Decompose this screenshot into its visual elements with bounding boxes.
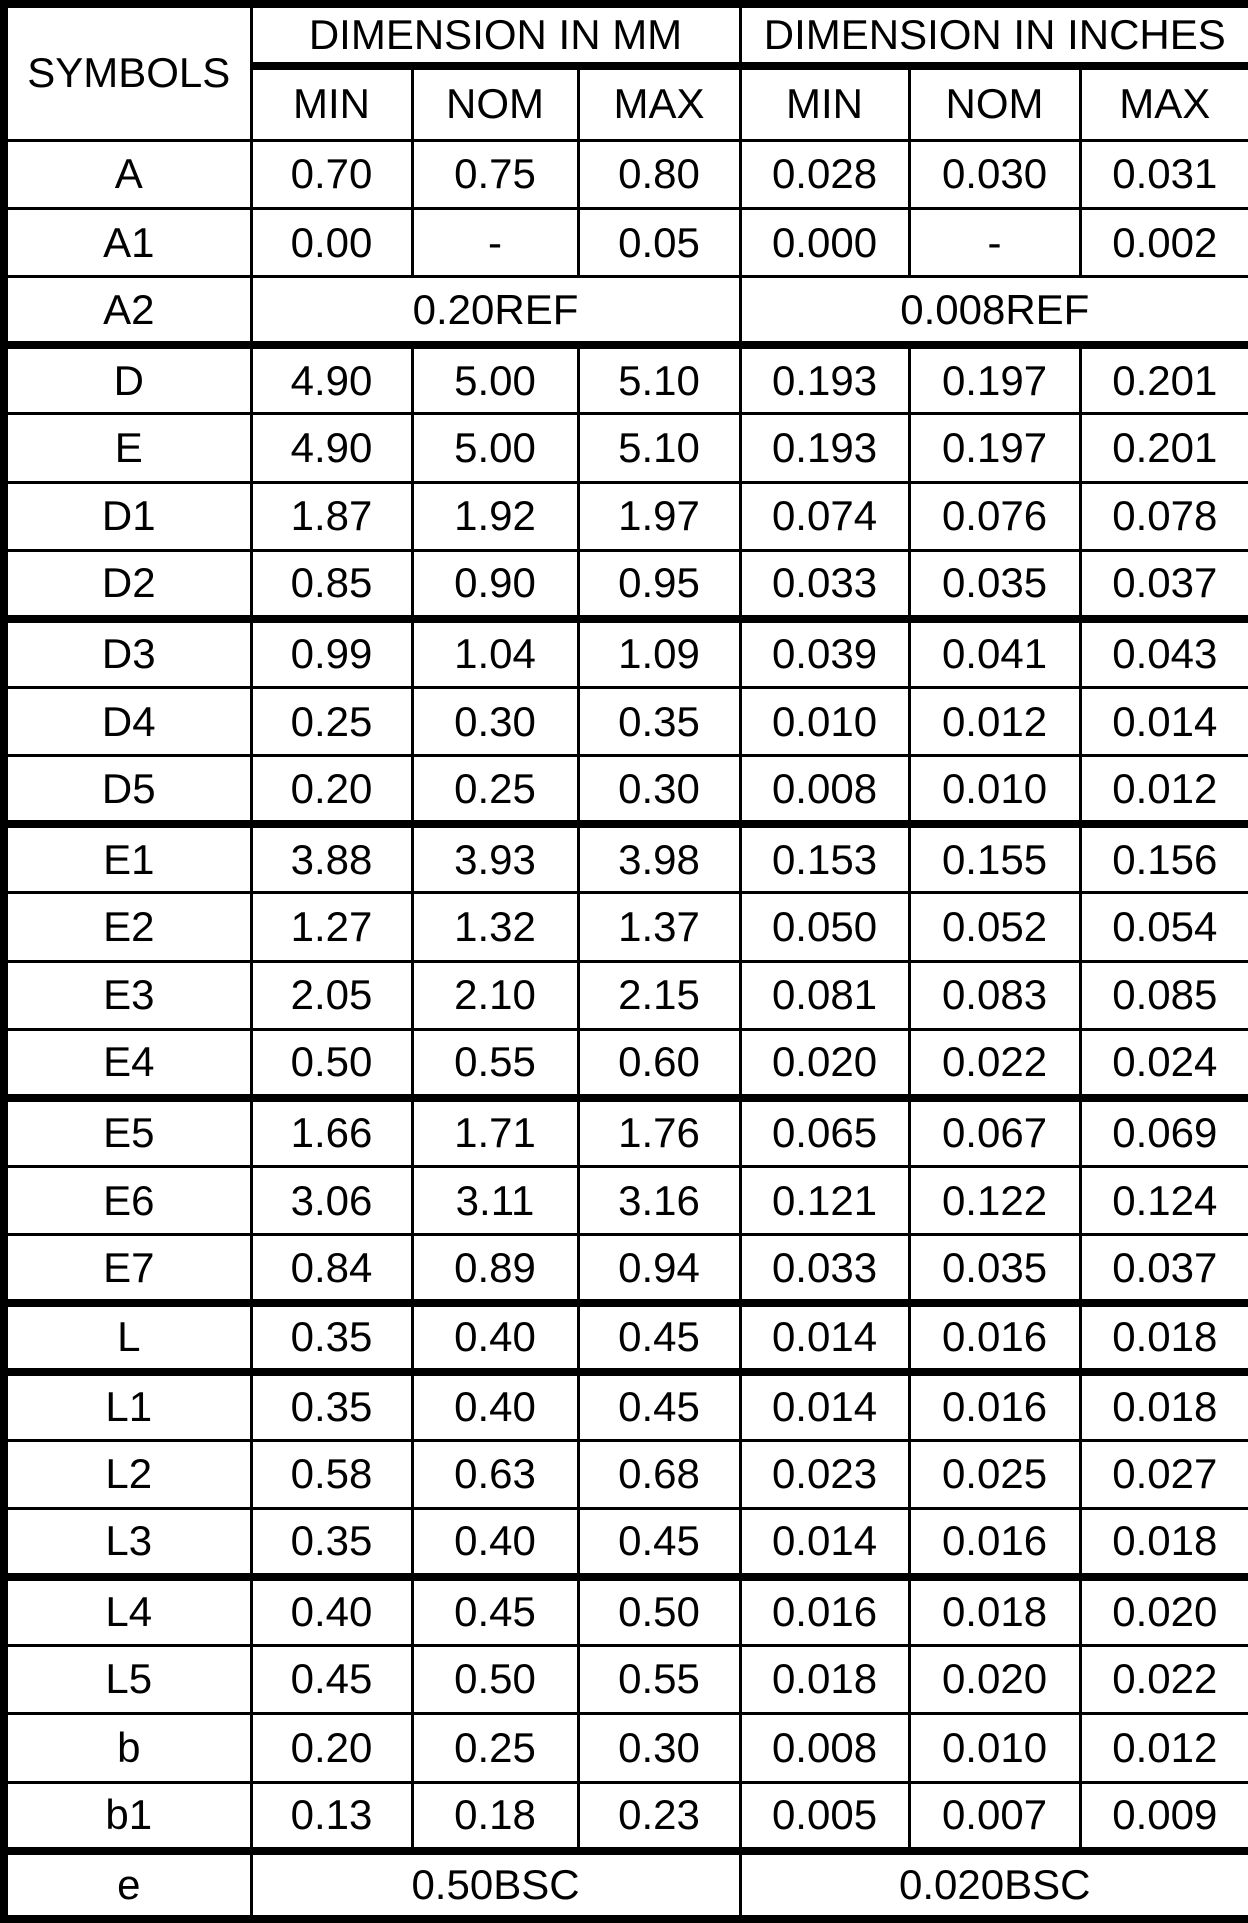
inch-nom-cell: 0.010 [909,756,1080,824]
mm-nom-cell: 0.90 [412,551,578,619]
mm-min-cell: 0.70 [251,140,412,208]
table-row [4,1577,1248,1645]
mm-nom-cell: 0.18 [412,1782,578,1850]
mm-nom-cell: 0.25 [412,756,578,824]
inch-max-cell: 0.020 [1080,1577,1248,1645]
table-row [4,414,1248,482]
inch-nom-cell: 0.030 [909,140,1080,208]
mm-merged-cell: 0.50BSC [251,1851,740,1919]
mm-max-cell: 0.23 [578,1782,740,1850]
mm-min-cell: 0.50 [251,1029,412,1097]
inch-max-cell: 0.201 [1080,345,1248,413]
table-row [4,1166,1248,1234]
header-group-row [4,4,1248,66]
mm-min-cell: 1.27 [251,893,412,961]
inch-merged-cell: 0.008REF [740,277,1248,345]
mm-max-cell: 0.55 [578,1645,740,1713]
symbol-cell: L [4,1303,251,1371]
mm-max-cell: 0.30 [578,756,740,824]
inch-nom-cell: 0.035 [909,551,1080,619]
mm-min-cell: 4.90 [251,414,412,482]
symbol-cell: E1 [4,824,251,892]
mm-min-cell: 0.85 [251,551,412,619]
inch-nom-cell: 0.025 [909,1440,1080,1508]
inch-nom-cell: 0.197 [909,345,1080,413]
table-row [4,482,1248,550]
mm-nom-cell: 5.00 [412,345,578,413]
inch-min-cell: 0.033 [740,551,909,619]
inch-max-cell: 0.069 [1080,1098,1248,1166]
mm-nom-cell: 1.04 [412,619,578,687]
inch-min-cell: 0.193 [740,414,909,482]
inch-min-cell: 0.005 [740,1782,909,1850]
mm-max-cell: 0.60 [578,1029,740,1097]
inch-nom-cell: 0.122 [909,1166,1080,1234]
mm-nom-cell: 0.89 [412,1235,578,1303]
inch-max-cell: 0.156 [1080,824,1248,892]
mm-max-cell: 5.10 [578,345,740,413]
symbol-cell: b1 [4,1782,251,1850]
symbol-cell: D5 [4,756,251,824]
inch-min-cell: 0.081 [740,961,909,1029]
mm-min-cell: 0.58 [251,1440,412,1508]
mm-max-cell: 3.16 [578,1166,740,1234]
symbols-header: SYMBOLS [4,4,251,140]
mm-nom-cell: 2.10 [412,961,578,1029]
inch-nom-cell: 0.197 [909,414,1080,482]
table-row [4,756,1248,824]
table-row [4,1508,1248,1576]
mm-min-cell: 0.35 [251,1303,412,1371]
inch-min-cell: 0.014 [740,1372,909,1440]
inch-nom-cell: 0.052 [909,893,1080,961]
symbol-cell: A [4,140,251,208]
mm-min-cell: 4.90 [251,345,412,413]
inch-max-cell: 0.124 [1080,1166,1248,1234]
mm-min-cell: 1.87 [251,482,412,550]
mm-max-cell: 1.97 [578,482,740,550]
mm-merged-cell: 0.20REF [251,277,740,345]
inch-min-cell: 0.016 [740,1577,909,1645]
mm-nom-cell: 0.50 [412,1645,578,1713]
mm-max-cell: 0.50 [578,1577,740,1645]
inch-max-cell: 0.201 [1080,414,1248,482]
inch-min-cell: 0.065 [740,1098,909,1166]
mm-nom-cell: 0.30 [412,687,578,755]
table-row [4,1098,1248,1166]
symbol-cell: E5 [4,1098,251,1166]
table-body [4,140,1248,1919]
inch-max-cell: 0.018 [1080,1303,1248,1371]
mm-nom-cell: 0.45 [412,1577,578,1645]
symbol-cell: D4 [4,687,251,755]
table-row [4,1303,1248,1371]
inches-group-header: DIMENSION IN INCHES [740,4,1248,66]
table-row [4,551,1248,619]
inch-nom-cell: 0.035 [909,1235,1080,1303]
inch-min-cell: 0.033 [740,1235,909,1303]
mm-max-cell: 0.30 [578,1714,740,1782]
inch-min-cell: 0.010 [740,687,909,755]
mm-max-header: MAX [578,66,740,140]
table-row [4,1235,1248,1303]
mm-max-cell: 0.94 [578,1235,740,1303]
table-row [4,619,1248,687]
inch-max-cell: 0.037 [1080,551,1248,619]
inch-min-cell: 0.000 [740,208,909,276]
mm-min-cell: 2.05 [251,961,412,1029]
mm-min-cell: 0.35 [251,1372,412,1440]
mm-max-cell: 0.45 [578,1303,740,1371]
symbol-cell: L2 [4,1440,251,1508]
symbol-cell: b [4,1714,251,1782]
inch-min-cell: 0.153 [740,824,909,892]
mm-max-cell: 1.37 [578,893,740,961]
inch-max-cell: 0.085 [1080,961,1248,1029]
symbol-cell: A2 [4,277,251,345]
mm-nom-cell: 1.32 [412,893,578,961]
inch-max-cell: 0.012 [1080,1714,1248,1782]
inch-min-cell: 0.039 [740,619,909,687]
inch-max-cell: 0.002 [1080,208,1248,276]
inch-nom-cell: 0.067 [909,1098,1080,1166]
mm-nom-cell: 3.11 [412,1166,578,1234]
inch-nom-cell: 0.155 [909,824,1080,892]
table-row [4,277,1248,345]
mm-nom-cell: 0.63 [412,1440,578,1508]
table-row [4,893,1248,961]
symbol-cell: e [4,1851,251,1919]
inch-nom-cell: 0.007 [909,1782,1080,1850]
symbol-cell: L1 [4,1372,251,1440]
inch-max-cell: 0.054 [1080,893,1248,961]
mm-min-cell: 0.45 [251,1645,412,1713]
symbol-cell: L4 [4,1577,251,1645]
symbol-cell: L3 [4,1508,251,1576]
mm-max-cell: 1.09 [578,619,740,687]
inch-min-cell: 0.023 [740,1440,909,1508]
inch-min-cell: 0.014 [740,1508,909,1576]
inch-max-header: MAX [1080,66,1248,140]
mm-nom-cell: 0.55 [412,1029,578,1097]
mm-nom-cell: 0.40 [412,1372,578,1440]
mm-max-cell: 0.95 [578,551,740,619]
inch-nom-cell: 0.016 [909,1508,1080,1576]
mm-nom-cell: 0.25 [412,1714,578,1782]
inch-max-cell: 0.009 [1080,1782,1248,1850]
symbol-cell: D3 [4,619,251,687]
mm-min-header: MIN [251,66,412,140]
mm-max-cell: 5.10 [578,414,740,482]
table-header [4,4,1248,140]
inch-max-cell: 0.031 [1080,140,1248,208]
inch-min-cell: 0.008 [740,1714,909,1782]
symbol-cell: E3 [4,961,251,1029]
inch-min-cell: 0.121 [740,1166,909,1234]
inch-max-cell: 0.014 [1080,687,1248,755]
inch-max-cell: 0.037 [1080,1235,1248,1303]
inch-nom-cell: 0.041 [909,619,1080,687]
inch-nom-cell: 0.020 [909,1645,1080,1713]
inch-min-cell: 0.008 [740,756,909,824]
mm-min-cell: 0.35 [251,1508,412,1576]
table-row [4,1714,1248,1782]
inch-max-cell: 0.012 [1080,756,1248,824]
mm-max-cell: 3.98 [578,824,740,892]
symbol-cell: E7 [4,1235,251,1303]
inch-max-cell: 0.022 [1080,1645,1248,1713]
inch-max-cell: 0.024 [1080,1029,1248,1097]
mm-max-cell: 0.45 [578,1372,740,1440]
mm-min-cell: 0.84 [251,1235,412,1303]
inch-nom-cell: - [909,208,1080,276]
table-row [4,208,1248,276]
inch-min-cell: 0.014 [740,1303,909,1371]
table-row [4,1372,1248,1440]
mm-nom-cell: 0.40 [412,1508,578,1576]
mm-nom-cell: 1.71 [412,1098,578,1166]
inch-max-cell: 0.078 [1080,482,1248,550]
mm-max-cell: 0.35 [578,687,740,755]
mm-min-cell: 1.66 [251,1098,412,1166]
symbol-cell: E2 [4,893,251,961]
inch-nom-cell: 0.083 [909,961,1080,1029]
table-row [4,1029,1248,1097]
inch-nom-cell: 0.076 [909,482,1080,550]
inch-nom-cell: 0.012 [909,687,1080,755]
mm-nom-cell: 1.92 [412,482,578,550]
inch-min-cell: 0.018 [740,1645,909,1713]
mm-min-cell: 0.40 [251,1577,412,1645]
mm-min-cell: 3.88 [251,824,412,892]
table-row [4,140,1248,208]
mm-nom-cell: 0.75 [412,140,578,208]
mm-max-cell: 0.80 [578,140,740,208]
symbol-cell: E4 [4,1029,251,1097]
mm-max-cell: 1.76 [578,1098,740,1166]
inch-min-cell: 0.050 [740,893,909,961]
inch-merged-cell: 0.020BSC [740,1851,1248,1919]
inch-min-header: MIN [740,66,909,140]
inch-max-cell: 0.018 [1080,1372,1248,1440]
mm-nom-cell: 3.93 [412,824,578,892]
symbol-cell: E6 [4,1166,251,1234]
inch-nom-cell: 0.016 [909,1303,1080,1371]
inch-min-cell: 0.193 [740,345,909,413]
symbol-cell: A1 [4,208,251,276]
symbol-cell: D2 [4,551,251,619]
symbol-cell: E [4,414,251,482]
inch-nom-header: NOM [909,66,1080,140]
inch-nom-cell: 0.018 [909,1577,1080,1645]
inch-max-cell: 0.043 [1080,619,1248,687]
table-row [4,1440,1248,1508]
mm-min-cell: 0.25 [251,687,412,755]
mm-min-cell: 0.20 [251,756,412,824]
mm-max-cell: 2.15 [578,961,740,1029]
mm-min-cell: 0.00 [251,208,412,276]
mm-min-cell: 0.13 [251,1782,412,1850]
mm-nom-cell: 0.40 [412,1303,578,1371]
symbol-cell: D1 [4,482,251,550]
mm-min-cell: 3.06 [251,1166,412,1234]
table-row [4,824,1248,892]
inch-max-cell: 0.027 [1080,1440,1248,1508]
inch-min-cell: 0.020 [740,1029,909,1097]
mm-min-cell: 0.20 [251,1714,412,1782]
table-row [4,961,1248,1029]
mm-max-cell: 0.05 [578,208,740,276]
inch-nom-cell: 0.016 [909,1372,1080,1440]
mm-max-cell: 0.45 [578,1508,740,1576]
table-row [4,1851,1248,1919]
mm-min-cell: 0.99 [251,619,412,687]
inch-nom-cell: 0.022 [909,1029,1080,1097]
mm-nom-header: NOM [412,66,578,140]
inch-min-cell: 0.028 [740,140,909,208]
table-row [4,345,1248,413]
table-row [4,1782,1248,1850]
inch-max-cell: 0.018 [1080,1508,1248,1576]
mm-nom-cell: 5.00 [412,414,578,482]
mm-max-cell: 0.68 [578,1440,740,1508]
table-row [4,1645,1248,1713]
mm-nom-cell: - [412,208,578,276]
symbol-cell: D [4,345,251,413]
mm-group-header: DIMENSION IN MM [251,4,740,66]
symbol-cell: L5 [4,1645,251,1713]
inch-min-cell: 0.074 [740,482,909,550]
inch-nom-cell: 0.010 [909,1714,1080,1782]
table-row [4,687,1248,755]
